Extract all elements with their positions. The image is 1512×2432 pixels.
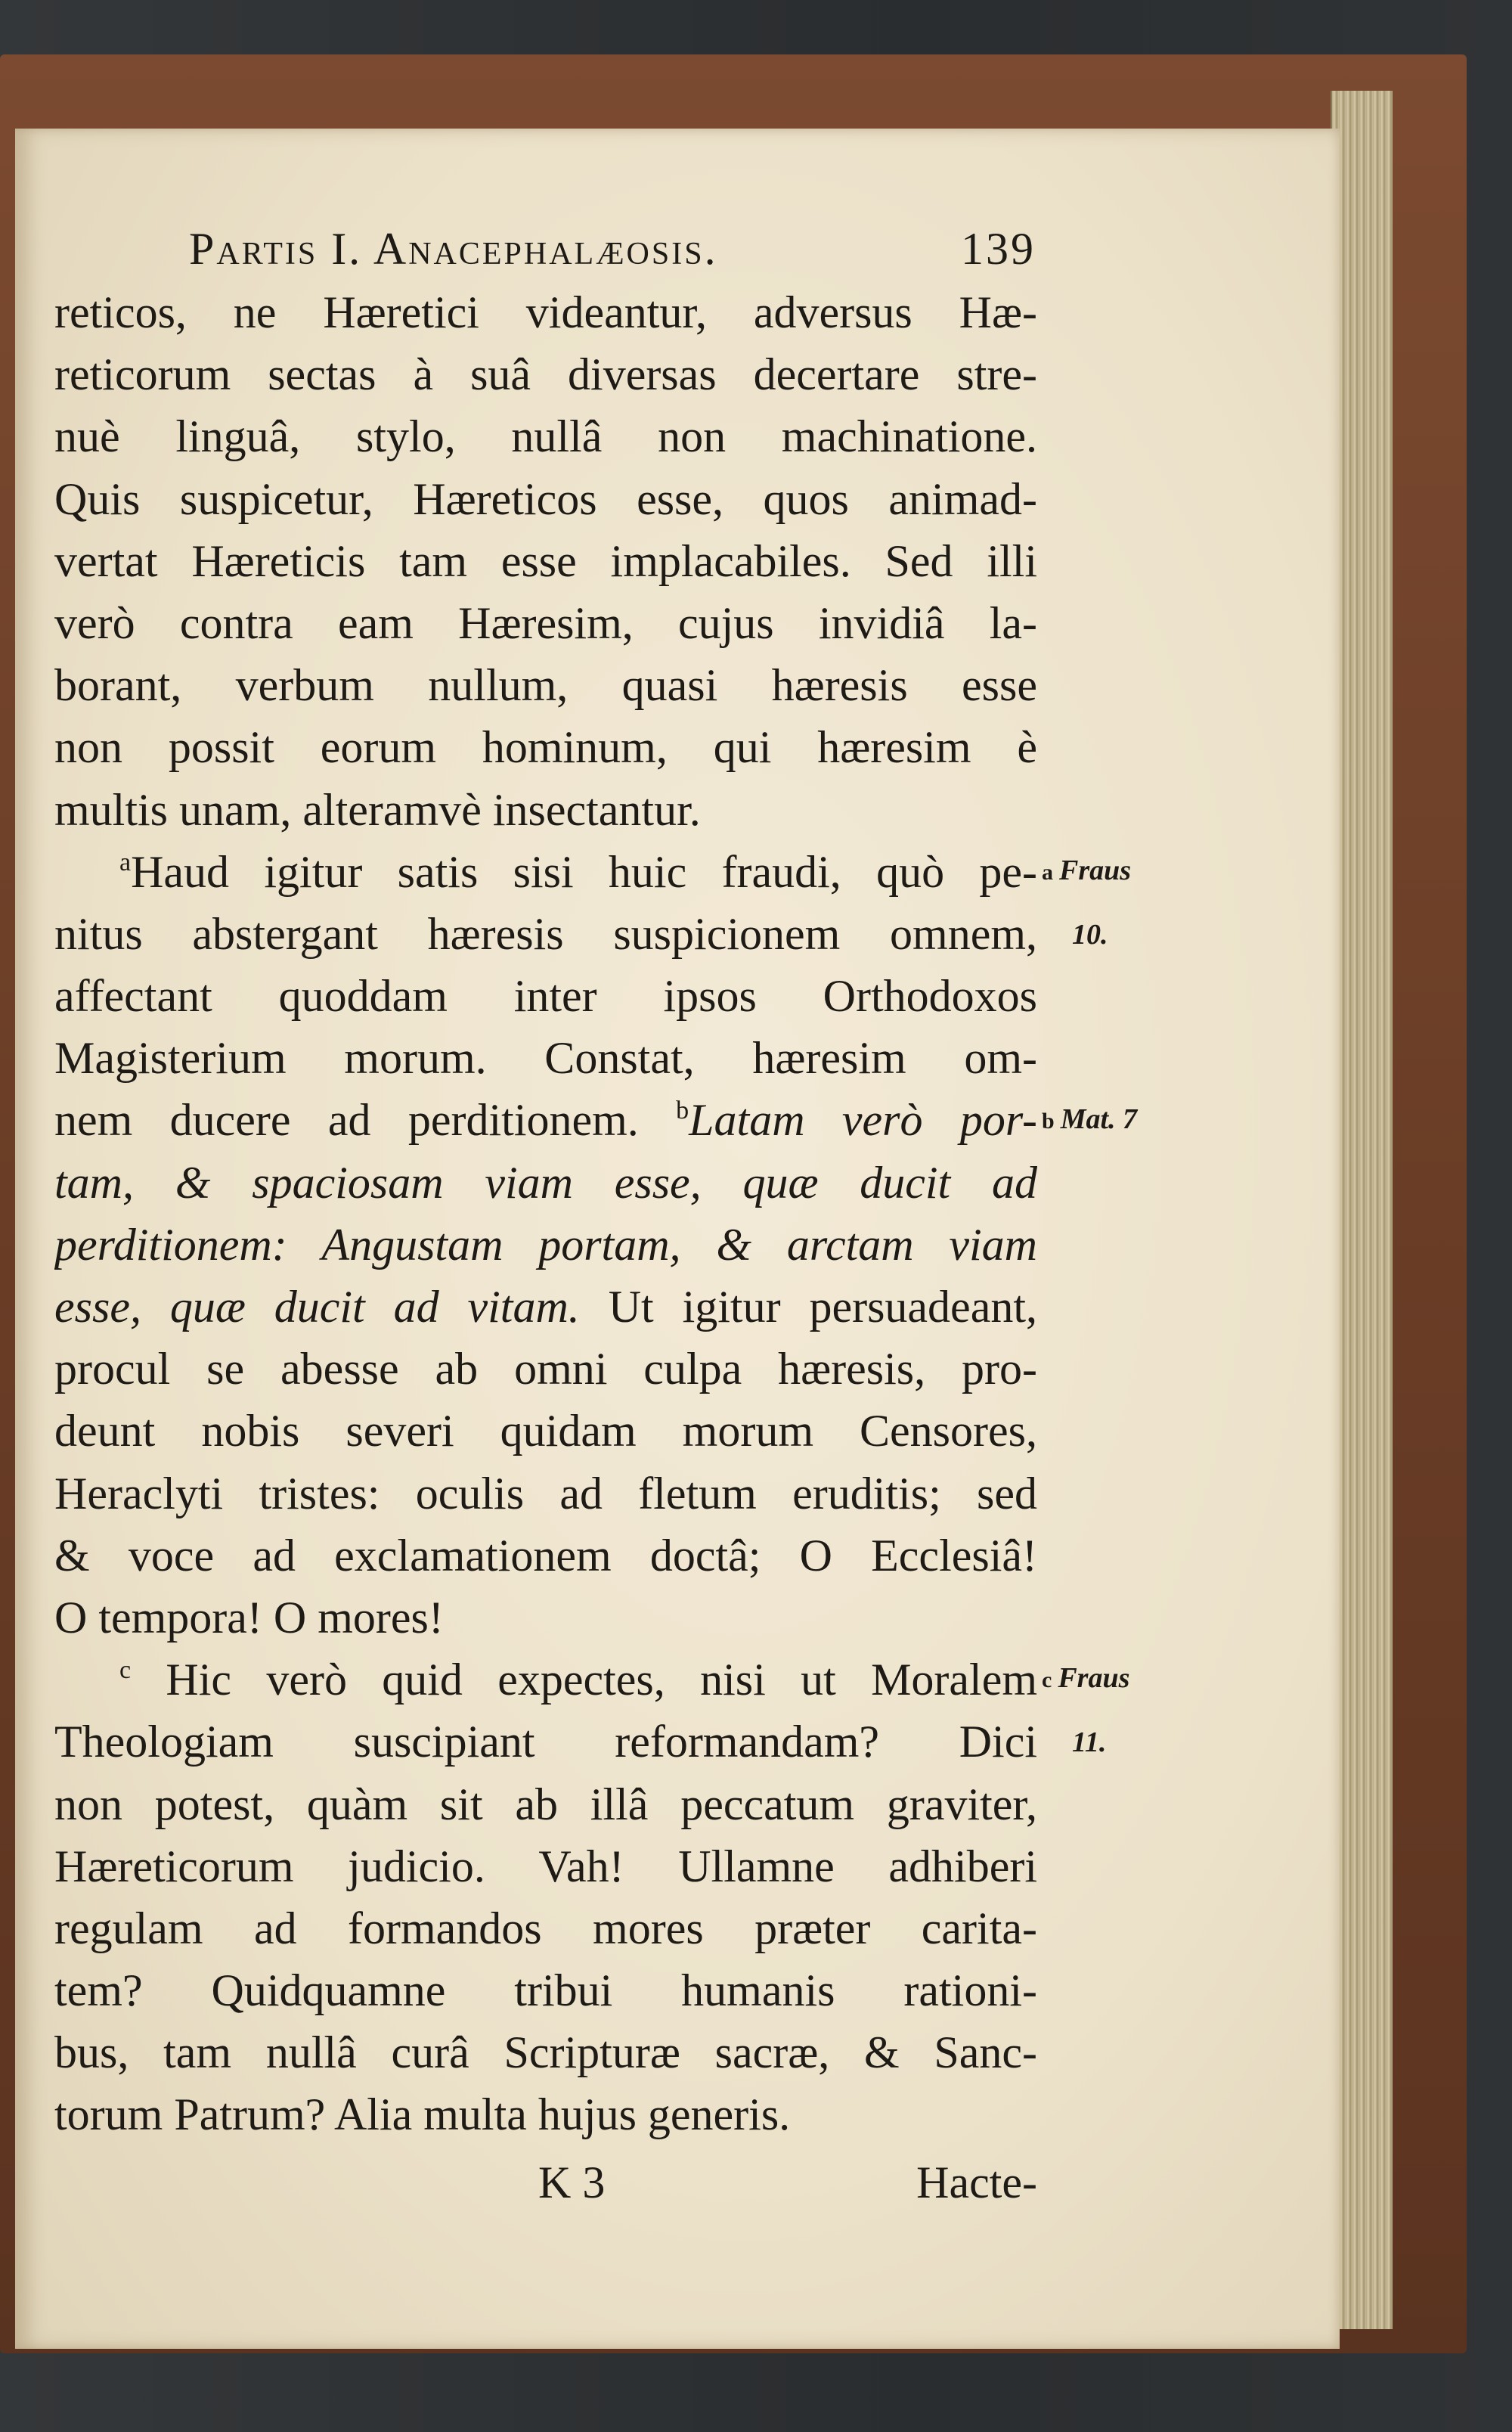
text-line: non potest, quàm sit ab illâ peccatum graviter, xyxy=(54,1779,1037,1829)
text-line: non possit eorum hominum, qui hæresim è xyxy=(54,722,1037,773)
page-edges xyxy=(1331,91,1393,2329)
margin-note-mark: a xyxy=(1042,860,1053,885)
text-line: nuè linguâ, stylo, nullâ non machinatione. xyxy=(54,411,1037,462)
text-line: reticorum sectas à suâ diversas decertare stre- xyxy=(54,349,1037,400)
scripture-quote: Latam verò por- xyxy=(689,1095,1037,1146)
text-line: Hæreticorum judicio. Vah! Ullamne adhiberi xyxy=(54,1841,1037,1891)
text-line: borant, verbum nullum, quasi hæresis esse xyxy=(54,660,1037,711)
margin-note-text: 10. xyxy=(1072,919,1108,951)
margin-note-text: Fraus xyxy=(1058,1662,1130,1694)
text-line-note-b xyxy=(54,1089,1037,1151)
margin-note-b xyxy=(1042,1088,1193,1152)
text-line: regulam ad formandos mores præter carita- xyxy=(54,1903,1037,1953)
running-header xyxy=(189,223,1036,284)
text-line: verò contra eam Hæresim, cujus invidiâ la- xyxy=(54,597,1037,648)
margin-note-text: 11. xyxy=(1072,1726,1107,1758)
text-line-note-c xyxy=(54,1649,1037,1711)
text-segment: Haud igitur satis sisi huic fraudi, quò pe- xyxy=(131,846,1037,897)
text-segment: Ut igitur persuadeant, xyxy=(608,1282,1037,1332)
text-line: Magisterium morum. Constat, hæresim om- xyxy=(54,1033,1037,1084)
main-text xyxy=(54,281,1037,2146)
text-line: Quis suspicetur, Hæreticos esse, quos animad- xyxy=(54,473,1037,524)
margin-note-text: Mat. 7 xyxy=(1060,1103,1138,1135)
text-segment: nem ducere ad perditionem. xyxy=(54,1095,639,1146)
note-marker-c: c xyxy=(119,1656,132,1685)
note-marker-b: b xyxy=(676,1097,689,1125)
text-line: O tempora! O mores! xyxy=(54,1592,444,1643)
margin-note-mark: c xyxy=(1042,1667,1052,1692)
catchword: Hacte- xyxy=(916,2157,1037,2207)
note-marker-a: a xyxy=(119,848,132,876)
signature-mark: K 3 xyxy=(538,2157,606,2207)
text-line-mixed xyxy=(54,1276,1037,1338)
margin-note-text: Fraus xyxy=(1059,855,1132,886)
text-line: Theologiam suscipiant reformandam? Dici xyxy=(54,1717,1037,1767)
text-line: vertat Hæreticis tam esse implacabiles. Sed illi xyxy=(54,535,1037,586)
text-line-note-a xyxy=(54,841,1037,903)
margin-note-c xyxy=(1042,1647,1193,1773)
text-line: multis unam, alteramvè insectantur. xyxy=(54,784,701,835)
scripture-quote-line: perditionem: Angustam portam, & arctam viam xyxy=(54,1219,1037,1270)
text-line: deunt nobis severi quidam morum Censores, xyxy=(54,1406,1037,1456)
scripture-quote-line: tam, & spaciosam viam esse, quæ ducit ad xyxy=(54,1157,1037,1208)
text-line: Heraclyti tristes: oculis ad fletum eruditis; sed xyxy=(54,1468,1037,1518)
text-line: torum Patrum? Alia multa hujus generis. xyxy=(54,2089,791,2140)
page-number: 139 xyxy=(961,224,1036,274)
scripture-quote: esse, quæ ducit ad vitam. xyxy=(54,1282,580,1332)
text-line: affectant quoddam inter ipsos Orthodoxos xyxy=(54,971,1037,1022)
text-segment: Hic verò quid expectes, nisi ut Moralem xyxy=(166,1655,1037,1705)
margin-note-mark: b xyxy=(1042,1109,1055,1134)
text-line: bus, tam nullâ curâ Scripturæ sacræ, & Sanc- xyxy=(54,2027,1037,2078)
margin-note-a xyxy=(1042,839,1193,966)
text-line: tem? Quidquamne tribui humanis rationi- xyxy=(54,1965,1037,2016)
text-line: procul se abesse ab omni culpa hæresis, pro- xyxy=(54,1344,1037,1394)
text-line: nitus abstergant hæresis suspicionem omnem, xyxy=(54,908,1037,959)
text-line: reticos, ne Hæretici videantur, adversus Hæ- xyxy=(54,287,1037,337)
page-footer xyxy=(54,2157,1037,2219)
text-line: & voce ad exclamationem doctâ; O Ecclesiâ! xyxy=(54,1530,1037,1580)
running-title: Partis I. Anacephalæosis. xyxy=(189,224,718,274)
